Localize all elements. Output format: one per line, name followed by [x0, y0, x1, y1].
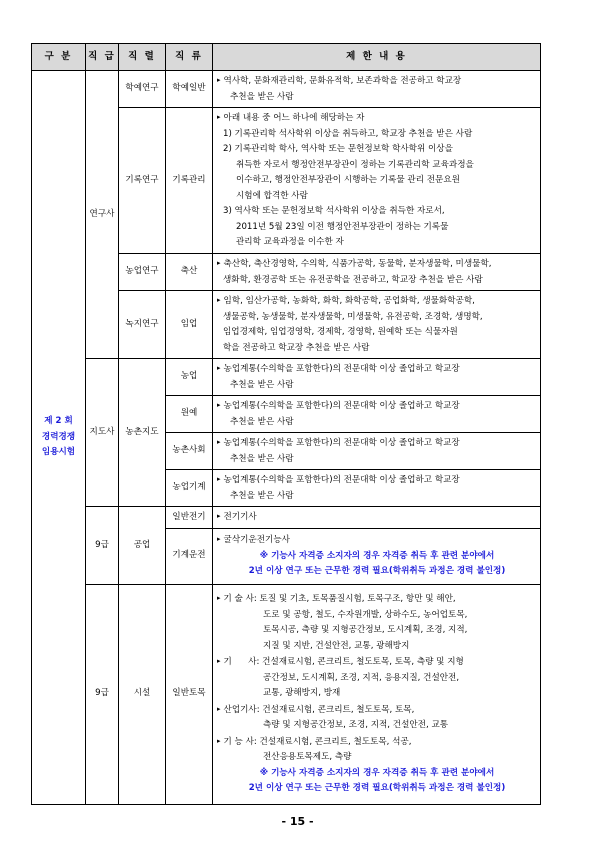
- qual-label: 기 사:: [223, 657, 260, 668]
- qual-label: 기 술 사:: [223, 594, 257, 605]
- requirements-table: [31, 43, 541, 805]
- bullet-arrow-icon: ▸: [217, 512, 221, 520]
- text-line: 취득한 자로서 행정안전부장관이 정하는 기록관리학 교육과정을: [236, 159, 474, 170]
- text-line: 도로 및 공항, 철도, 수자원개발, 상하수도, 농어업토목,: [263, 609, 468, 620]
- text-line: 이수하고, 행정안전부장관이 시행하는 기록물 관리 전문요원: [236, 175, 460, 186]
- text-line: 건설재료시험, 콘크리트, 철도토목, 토목, 측량 및 지형: [262, 657, 464, 668]
- bullet-arrow-icon: ▸: [217, 76, 221, 84]
- restriction-cell: [213, 254, 541, 291]
- text-line: 아래 내용 중 어느 하나에 해당하는 자: [223, 113, 365, 124]
- text-line: 1) 기록관리학 석사학위 이상을 취득하고, 학교장 추천을 받은 사람: [223, 128, 473, 139]
- bullet-arrow-icon: ▸: [217, 259, 221, 267]
- text-line: 학을 전공하고 학교장 추천을 받은 사람: [223, 342, 370, 353]
- text-line: 전산응용토목제도, 측량: [263, 752, 352, 763]
- text-line: 전기기사: [223, 512, 257, 522]
- restriction-cell: [213, 528, 541, 584]
- text-line: 역사학, 문화재관리학, 문화유적학, 보존과학을 전공하고 학교장: [223, 76, 462, 86]
- grade-cell: 지도사: [86, 359, 119, 507]
- category-line: 제 2 회: [44, 416, 73, 426]
- text-line: 3) 역사학 또는 문헌정보학 석사학위 이상을 취득한 자로서,: [223, 206, 445, 217]
- class-cell: 농업기계: [166, 470, 213, 507]
- text-line: 농업계통(수의학을 포함한다)의 전문대학 이상 졸업하고 학교장: [223, 364, 460, 374]
- text-line: 건설재료시험, 콘크리트, 철도토목, 석공,: [259, 736, 412, 747]
- qual-label: 산업기사:: [223, 704, 260, 715]
- restriction-cell: [213, 507, 541, 529]
- table-row: [32, 359, 541, 396]
- text-line: 2011년 5월 23일 이전 행정안전부장관이 정하는 기록물: [236, 221, 449, 232]
- bullet-arrow-icon: ▸: [217, 475, 221, 483]
- text-line: 교통, 광해방지, 방재: [263, 688, 341, 699]
- restriction-cell: [213, 470, 541, 507]
- series-cell: 농촌지도: [119, 359, 166, 507]
- text-line: 생물공학, 농생물학, 분자생물학, 미생물학, 유전공학, 조경학, 생명학,: [223, 311, 483, 322]
- note-line: ※ 기능사 자격증 소지자의 경우 자격증 취득 후 관련 분야에서: [259, 767, 495, 778]
- header-series: 직 렬: [119, 44, 166, 71]
- table-row: [32, 507, 541, 529]
- restriction-cell: [213, 71, 541, 108]
- note-line: 2년 이상 연구 또는 근무한 경력 필요(학위취득 과정은 경력 불인정): [248, 783, 506, 794]
- bullet-arrow-icon: ▸: [217, 736, 221, 745]
- bullet-arrow-icon: ▸: [217, 535, 221, 544]
- bullet-arrow-icon: ▸: [217, 296, 221, 304]
- category-line: 임용시험: [41, 447, 76, 457]
- text-line: 추천을 받은 사람: [230, 416, 294, 427]
- class-cell: 일반전기: [166, 507, 213, 529]
- series-cell: 시설: [119, 584, 166, 804]
- series-cell: 농업연구: [119, 254, 166, 291]
- header-class: 직 류: [166, 44, 213, 71]
- qual-label: 기 능 사:: [223, 736, 257, 747]
- header-restriction: 제 한 내 용: [213, 44, 541, 71]
- text-line: 건설재료시험, 콘크리트, 철도토목, 토목,: [262, 704, 415, 715]
- text-line: 농업계통(수의학을 포함한다)의 전문대학 이상 졸업하고 학교장: [223, 401, 460, 411]
- text-line: 토질 및 기초, 토목품질시험, 토목구조, 항만 및 해안,: [259, 594, 456, 605]
- text-line: 임학, 임산가공학, 농화학, 화학, 화학공학, 공업화학, 생물화학공학,: [223, 296, 475, 306]
- table-row: [32, 584, 541, 804]
- series-cell: 기록연구: [119, 108, 166, 254]
- text-line: 추천을 받은 사람: [230, 490, 294, 501]
- restriction-cell: [213, 396, 541, 433]
- restriction-cell: [213, 359, 541, 396]
- text-line: 축산학, 축산경영학, 수의학, 식품가공학, 동물학, 분자생물학, 미생물학,: [223, 259, 492, 269]
- header-grade: 직 급: [86, 44, 119, 71]
- class-cell: 임업: [166, 291, 213, 359]
- table-header-row: [32, 44, 541, 71]
- text-line: 굴삭기운전기능사: [223, 535, 290, 546]
- text-line: 시험에 합격한 사람: [236, 190, 308, 201]
- header-category: 구 분: [32, 44, 86, 71]
- class-cell: 원예: [166, 396, 213, 433]
- bullet-arrow-icon: ▸: [217, 704, 221, 713]
- restriction-cell: [213, 291, 541, 359]
- series-cell: 학예연구: [119, 71, 166, 108]
- class-cell: 학예일반: [166, 71, 213, 108]
- bullet-arrow-icon: ▸: [217, 657, 221, 666]
- text-line: 2) 기록관리학 학사, 역사학 또는 문헌정보학 학사학위 이상을: [223, 144, 453, 155]
- category-cell: [32, 71, 86, 805]
- text-line: 추천을 받은 사람: [230, 453, 294, 464]
- class-cell: 일반토목: [166, 584, 213, 804]
- text-line: 임업경제학, 임업경영학, 경제학, 경영학, 원예학 또는 식물자원: [223, 327, 458, 337]
- text-line: 관리학 교육과정을 이수한 자: [236, 237, 344, 248]
- text-line: 지질 및 지반, 건설안전, 교통, 광해방지: [263, 640, 410, 651]
- page-number: - 15 -: [281, 815, 314, 828]
- text-line: 추천을 받은 사람: [230, 91, 294, 102]
- text-line: 농업계통(수의학을 포함한다)의 전문대학 이상 졸업하고 학교장: [223, 475, 460, 485]
- restriction-cell: [213, 108, 541, 254]
- bullet-arrow-icon: ▸: [217, 401, 221, 409]
- class-cell: 기록관리: [166, 108, 213, 254]
- grade-cell: 9급: [86, 507, 119, 585]
- class-cell: 농업: [166, 359, 213, 396]
- note-line: 2년 이상 연구 또는 근무한 경력 필요(학위취득 과정은 경력 불인정): [248, 566, 506, 577]
- note-line: ※ 기능사 자격증 소지자의 경우 자격증 취득 후 관련 분야에서: [259, 550, 495, 561]
- series-cell: 녹지연구: [119, 291, 166, 359]
- class-cell: 기계운전: [166, 528, 213, 584]
- text-line: 측량 및 지형공간정보, 조경, 지적, 건설안전, 교통: [263, 720, 449, 731]
- text-line: 추천을 받은 사람: [230, 379, 294, 390]
- category-line: 경력경쟁: [41, 431, 76, 442]
- class-cell: 농촌사회: [166, 433, 213, 470]
- bullet-arrow-icon: ▸: [217, 594, 221, 603]
- table-row: [32, 71, 541, 108]
- restriction-cell: [213, 584, 541, 804]
- bullet-arrow-icon: ▸: [217, 113, 221, 122]
- restriction-cell: [213, 433, 541, 470]
- class-cell: 축산: [166, 254, 213, 291]
- grade-cell: 연구사: [86, 71, 119, 359]
- series-cell: 공업: [119, 507, 166, 585]
- text-line: 공간정보, 도시계획, 조경, 지적, 응용지질, 건설안전,: [263, 672, 460, 683]
- text-line: 생화학, 환경공학 또는 유전공학을 전공하고, 학교장 추천을 받은 사람: [223, 274, 483, 285]
- text-line: 토목시공, 측량 및 지형공간정보, 도시계획, 조경, 지적,: [263, 625, 468, 636]
- grade-cell: 9급: [86, 584, 119, 804]
- bullet-arrow-icon: ▸: [217, 364, 221, 372]
- bullet-arrow-icon: ▸: [217, 438, 221, 446]
- text-line: 농업계통(수의학을 포함한다)의 전문대학 이상 졸업하고 학교장: [223, 438, 460, 448]
